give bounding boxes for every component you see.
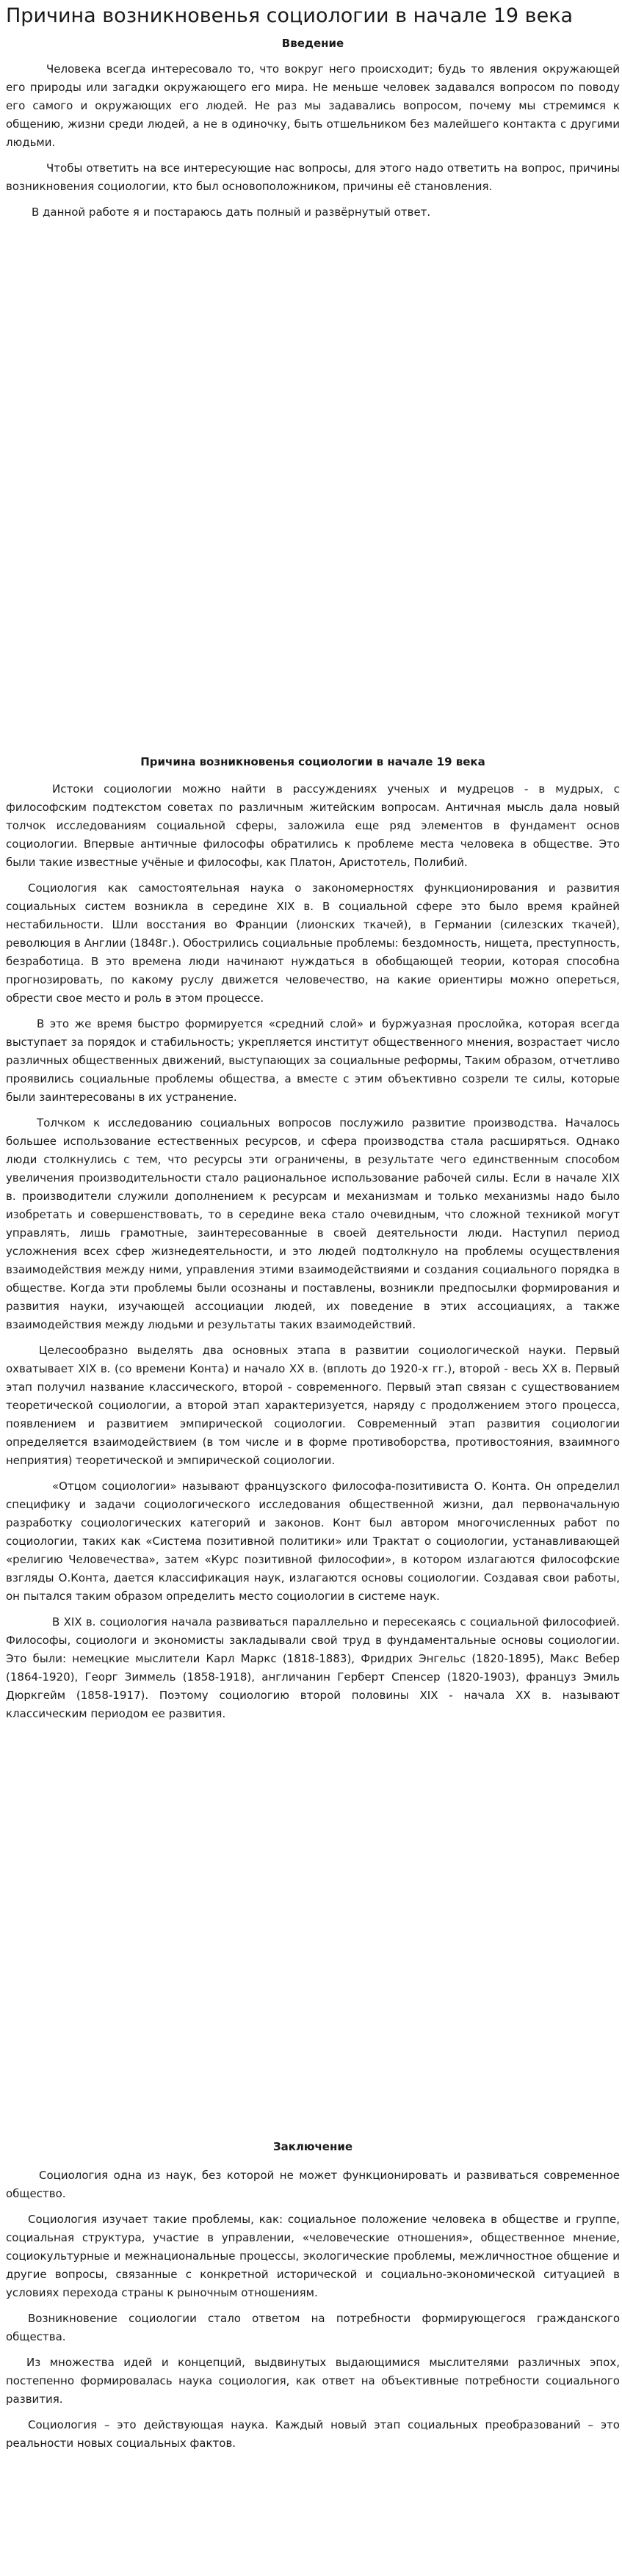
intro-heading: Введение	[281, 37, 344, 50]
intro-paragraph: Чтобы ответить на все интересующие нас вопросы, для этого надо ответить на вопрос, причины возникновения социологии, кто был основоположником, причины её становления.	[6, 161, 620, 193]
conclusion-heading: Заключение	[272, 2140, 353, 2153]
main-paragraph: Истоки социологии можно найти в рассуждениях ученых и мудрецов - в мудрых, с философским подтекстом советах по различным житейским вопросам. Античная мысль дала новый толчок исследованиям социальной сферы, заложила еще ряд элементов в фундамент основ социологии. Впервые античные философы обратились к проблеме места человека в обществе. Это были такие известные учёные и философы, как Платон, Аристотель, Полибий.	[6, 782, 620, 869]
conclusion-paragraph: Социология одна из наук, без которой не может функционировать и развиваться современное общество.	[6, 2169, 620, 2200]
main-heading: Причина возникновенья социологии в начале 19 века	[140, 755, 485, 768]
conclusion-paragraph: Социология изучает такие проблемы, как: социальное положение человека в обществе и группе, социальная структура, участие в управлении, «человеческие отношения», общественное мнение, социокультурные и межнациональные процессы, экологические проблемы, межличностное общение и другие вопросы, связанные с конкретной исторической и социально-экономической ситуацией в условиях перехода страны к рыночным отношениям.	[6, 2213, 620, 2299]
page-title: Причина возникновенья социологии в начале 19 века	[6, 4, 574, 27]
conclusion-paragraph: Возникновение социологии стало ответом на потребности формирующегося гражданского общества.	[6, 2312, 620, 2343]
main-paragraph: В это же время быстро формируется «средний слой» и буржуазная прослойка, которая всегда выступает за порядок и стабильность; укрепляется институт общественного мнения, возрастает число различных общественных движений, выступающих за социальные реформы, Таким образом, отчетливо проявились социальные проблемы общества, а вместе с этим объективно созрели те силы, которые были заинтересованы в их устранение.	[6, 1017, 620, 1104]
conclusion-paragraph: Социология – это действующая наука. Каждый новый этап социальных преобразований – это реальности новых социальных фактов.	[6, 2418, 620, 2450]
main-paragraph: Социология как самостоятельная наука о закономерностях функционирования и развития социальных систем возникла в середине XIX в. В социальной сфере это было время крайней нестабильности. Шли восстания во Франции (лионских ткачей), в Германии (силезских ткачей), революция в Англии (1848г.). Обострились социальные проблемы: бездомность, нищета, преступность, безработица. В это времена люди начинают нуждаться в обобщающей теории, которая способна прогнозировать, по какому руслу движется человечество, на какие ориентиры можно опереться, обрести свое место и роль в этом процессе.	[6, 881, 620, 1005]
conclusion-paragraph: Из множества идей и концепций, выдвинутых выдающимися мыслителями различных эпох, постепенно формировалась наука социология, как ответ на объективные потребности социального развития.	[6, 2356, 620, 2406]
main-section	[6, 754, 620, 1723]
conclusion-section	[6, 2139, 620, 2453]
intro-paragraph: В данной работе я и постараюсь дать полный и развёрнутый ответ.	[32, 205, 431, 219]
main-paragraph: Толчком к исследованию социальных вопросов послужило развитие производства. Началось большее использование естественных ресурсов, и сфера производства стала расширяться. Однако люди столкнулись с тем, что ресурсы эти ограничены, в результате чего единственным способом увеличения производительности стало рациональное использование рабочей силы. Если в начале XIX в. производители служили дополнением к ресурсам и механизмам и только механизмы надо было изобретать и совершенствовать, то в середине века стало очевидным, что сложной техникой могут управлять, лишь грамотные, заинтересованные в своей деятельности люди. Наступил период усложнения всех сфер жизнедеятельности, и это людей подтолкнуло на проблемы осуществления взаимодействия между ними, управления этими взаимодействиями и создания социального порядка в обществе. Когда эти проблемы были осознаны и поставлены, возникли предпосылки формирования и развития науки, изучающей ассоциации людей, их поведение в этих ассоциациях, а также взаимодействия между людьми и результаты таких взаимодействий.	[6, 1116, 620, 1331]
intro-paragraph: Человека всегда интересовало то, что вокруг него происходит; будь то явления окружающей его природы или загадки окружающего его мира. Не меньше человек задавался вопросом по поводу его самого и окружающих его людей. Не раз мы задавались вопросом, почему мы стремимся к общению, жизни среди людей, а не в одиночку, быть отшельником без малейшего контакта с другими людьми.	[6, 62, 620, 149]
main-paragraph: Целесообразно выделять два основных этапа в развитии социологической науки. Первый охватывает XIX в. (со времени Конта) и начало XX в. (вплоть до 1920-х гг.), второй - весь XX в. Первый этап получил название классического, второй - современного. Первый этап связан с существованием теоретической социологии, а второй этап характеризуется, наряду с продолжением этого процесса, появлением и развитием эмпирической социологии. Современный этап развития социологии определяется взаимодействием (в том числе и в форме противоборства, противостояния, взаимного неприятия) теоретической и эмпирической социологии.	[6, 1344, 620, 1467]
intro-section	[6, 35, 620, 222]
main-paragraph: «Отцом социологии» называют французского философа-позитивиста О. Конта. Он определил специфику и задачи социологического исследования общественной жизни, дал первоначальную разработку социологических категорий и законов. Конт был автором многочисленных работ по социологии, таких как «Система позитивной политики» или Трактат о социологии, устанавливающей «религию Человечества», затем «Курс позитивной философии», в котором излагаются философские взгляды О.Конта, дается классификация наук, излагаются основы социологии. Создавая свои работы, он пытался таким образом определить место социологии в системе наук.	[6, 1480, 620, 1603]
main-paragraph: В XIX в. социология начала развиваться параллельно и пересекаясь с социальной философией. Философы, социологи и экономисты закладывали свой труд в фундаментальные основы социологии. Это были: немецкие мыслители Карл Маркс (1818-1883), Фридрих Энгельс (1820-1895), Макс Вебер (1864-1920), Георг Зиммель (1858-1918), англичанин Герберт Спенсер (1820-1903), француз Эмиль Дюркгейм (1858-1917). Поэтому социологию второй половины XIX - начала XX в. называют классическим периодом ее развития.	[6, 1615, 620, 1720]
